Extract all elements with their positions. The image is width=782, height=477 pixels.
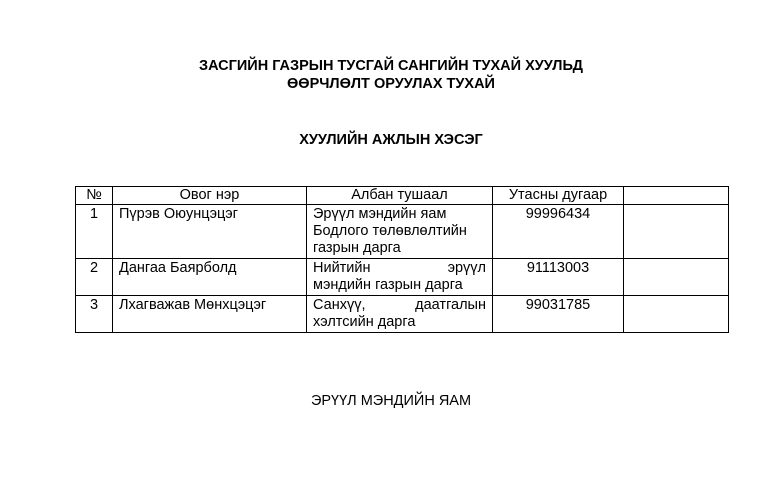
row-extra: [624, 259, 729, 296]
row-phone: 99996434: [493, 205, 624, 259]
table-row: [76, 205, 729, 259]
row-name: Пүрэв Оюунцэцэг: [113, 205, 307, 259]
header-number: №: [76, 187, 113, 205]
row-position: [307, 205, 493, 259]
row-number: 3: [76, 296, 113, 333]
position-line: хэлтсийн дарга: [313, 314, 416, 330]
row-number: 1: [76, 205, 113, 259]
row-extra: [624, 205, 729, 259]
table-row: [76, 296, 729, 333]
row-name: Дангаа Баярболд: [113, 259, 307, 296]
row-extra: [624, 296, 729, 333]
position-line: газрын дарга: [313, 240, 401, 256]
document-title-line-2: ӨӨРЧЛӨЛТ ОРУУЛАХ ТУХАЙ: [287, 76, 495, 92]
position-line: Нийтийн эрүүл: [313, 260, 486, 276]
header-phone: Утасны дугаар: [493, 187, 624, 205]
document-title-line-1: ЗАСГИЙН ГАЗРЫН ТУСГАЙ САНГИЙН ТУХАЙ ХУУЛЬД: [198, 58, 584, 74]
row-number: 2: [76, 259, 113, 296]
position-line: мэндийн газрын дарга: [313, 277, 463, 293]
row-position: [307, 259, 493, 296]
header-name: Овог нэр: [113, 187, 307, 205]
position-line: Бодлого төлөвлөлтийн: [313, 223, 467, 239]
row-phone: 91113003: [493, 259, 624, 296]
row-phone: 99031785: [493, 296, 624, 333]
document-footer-ministry: ЭРҮҮЛ МЭНДИЙН ЯАМ: [310, 393, 472, 409]
table-header-row: [76, 187, 729, 205]
position-line: Санхүү, даатгалын: [313, 297, 486, 313]
position-line: Эрүүл мэндийн яам: [313, 206, 447, 222]
row-name: Лхагважав Мөнхцэцэг: [113, 296, 307, 333]
header-position: Албан тушаал: [307, 187, 493, 205]
table-row: [76, 259, 729, 296]
document-subtitle: ХУУЛИЙН АЖЛЫН ХЭСЭГ: [299, 132, 483, 148]
working-group-table: [75, 186, 729, 333]
header-extra: [624, 187, 729, 205]
row-position: [307, 296, 493, 333]
